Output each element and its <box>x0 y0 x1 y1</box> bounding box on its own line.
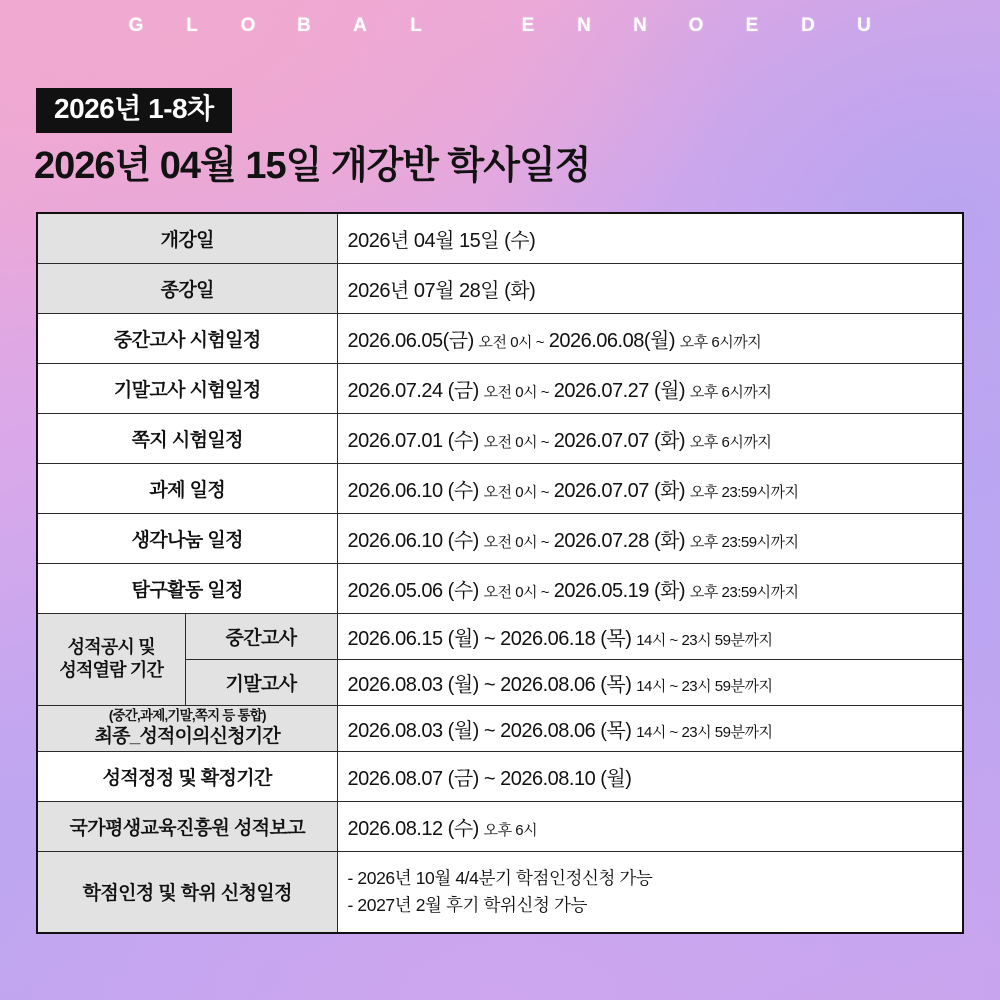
brand-letter: E <box>745 15 759 36</box>
table-row <box>37 563 963 613</box>
brand-letter-space <box>444 15 500 37</box>
table-row <box>37 851 963 933</box>
row-label: 중간고사 시험일정 <box>37 313 337 363</box>
row-label: 종강일 <box>37 263 337 313</box>
table-row <box>37 801 963 851</box>
value-time-end: 오후 6시까지 <box>679 333 762 351</box>
value-date-start: 2026.06.05(금) <box>347 329 474 352</box>
table-row <box>37 705 963 751</box>
row-value-text: 2026년 07월 28일 (화) <box>347 279 536 302</box>
value-date-start: 2026.05.06 (수) <box>347 579 479 602</box>
value-time-end: 오후 6시까지 <box>689 383 772 401</box>
row-value <box>337 851 963 933</box>
objection-period-label <box>37 705 337 751</box>
row-value <box>337 705 963 751</box>
row-label: 국가평생교육진흥원 성적보고 <box>37 801 337 851</box>
value-time-end: 오후 23:59시까지 <box>689 533 799 551</box>
row-value <box>337 513 963 563</box>
table-row <box>37 613 963 659</box>
value-date-start: 2026.07.24 (금) <box>347 379 479 402</box>
row-label: 성적정정 및 확정기간 <box>37 751 337 801</box>
value-time-start: 오전 0시 ~ <box>483 483 550 501</box>
grade-sub-label-final: 기말고사 <box>185 659 337 705</box>
row-label: 학점인정 및 학위 신청일정 <box>37 851 337 933</box>
value-time-end: 오후 23:59시까지 <box>689 483 799 501</box>
brand-letter: O <box>240 15 256 36</box>
objection-label-main: 최종_성적이의신청기간 <box>94 725 280 747</box>
page-title: 2026년 04월 15일 개강반 학사일정 <box>34 145 591 187</box>
value-time-start: 오전 0시 ~ <box>483 533 550 551</box>
row-value <box>337 751 963 801</box>
brand-band <box>0 0 1000 52</box>
value-date-end: 2026.06.08(월) <box>548 329 675 352</box>
row-value <box>337 313 963 363</box>
grade-period-label-line2: 성적열람 기간 <box>59 660 164 680</box>
table-row <box>37 213 963 263</box>
brand-letters <box>108 15 892 37</box>
brand-letter: N <box>577 15 591 36</box>
row-label: 과제 일정 <box>37 463 337 513</box>
brand-letter: L <box>410 15 422 36</box>
row-value <box>337 613 963 659</box>
table-row <box>37 463 963 513</box>
row-value <box>337 413 963 463</box>
table-row <box>37 263 963 313</box>
brand-letter: B <box>297 15 311 36</box>
brand-letter: U <box>857 15 871 36</box>
brand-letter: N <box>633 15 647 36</box>
academic-schedule-table <box>36 212 964 934</box>
value-time-start: 오전 0시 ~ <box>483 433 550 451</box>
brand-letter: O <box>688 15 704 36</box>
row-value <box>337 463 963 513</box>
value-date-end: 2026.07.28 (화) <box>553 529 686 552</box>
brand-letter: G <box>128 15 144 36</box>
credit-line-1: - 2026년 10월 4/4분기 학점인정신청 가능 <box>347 867 653 888</box>
value-time-start: 오전 0시 ~ <box>483 583 550 601</box>
course-term-badge: 2026년 1-8차 <box>36 88 232 133</box>
value-time-range: 14시 ~ 23시 59분까지 <box>636 631 773 649</box>
value-date-range: 2026.08.07 (금) ~ 2026.08.10 (월) <box>347 767 632 790</box>
value-time-start: 오전 0시 ~ <box>478 333 544 351</box>
table-row <box>37 363 963 413</box>
row-value <box>337 563 963 613</box>
value-date-end: 2026.05.19 (화) <box>553 579 686 602</box>
value-date-end: 2026.07.07 (화) <box>553 479 686 502</box>
row-value <box>337 213 963 263</box>
value-time: 오후 6시 <box>483 821 538 839</box>
brand-letter: E <box>521 15 535 36</box>
brand-letter: A <box>353 15 367 36</box>
row-label: 개강일 <box>37 213 337 263</box>
value-time-end: 오후 23:59시까지 <box>689 583 799 601</box>
value-date-end: 2026.07.07 (화) <box>553 429 686 452</box>
table-row <box>37 313 963 363</box>
grade-period-label-line1: 성적공시 및 <box>67 636 155 657</box>
row-value <box>337 801 963 851</box>
grade-sub-label-midterm: 중간고사 <box>185 613 337 659</box>
value-time-start: 오전 0시 ~ <box>483 383 550 401</box>
value-date-range: 2026.08.03 (월) ~ 2026.08.06 (목) <box>347 719 632 742</box>
credit-line-2: - 2027년 2월 후기 학위신청 가능 <box>347 894 587 915</box>
value-time-range: 14시 ~ 23시 59분까지 <box>636 677 773 695</box>
row-label: 기말고사 시험일정 <box>37 363 337 413</box>
value-date-start: 2026.06.10 (수) <box>347 529 479 552</box>
brand-letter: D <box>801 15 815 36</box>
row-value <box>337 659 963 705</box>
row-value <box>337 363 963 413</box>
table-row <box>37 413 963 463</box>
row-value-text: 2026년 04월 15일 (수) <box>347 229 536 252</box>
value-time-range: 14시 ~ 23시 59분까지 <box>636 723 773 741</box>
row-label: 생각나눔 일정 <box>37 513 337 563</box>
value-date-range: 2026.08.03 (월) ~ 2026.08.06 (목) <box>347 673 632 696</box>
value-date-start: 2026.07.01 (수) <box>347 429 479 452</box>
objection-label-note: (중간,과제,기말,쪽지 등 통합) <box>108 707 266 723</box>
value-date-start: 2026.06.10 (수) <box>347 479 479 502</box>
value-date-range: 2026.06.15 (월) ~ 2026.06.18 (목) <box>347 627 632 650</box>
value-time-end: 오후 6시까지 <box>689 433 772 451</box>
table-row <box>37 751 963 801</box>
row-label: 탐구활동 일정 <box>37 563 337 613</box>
brand-letter: L <box>186 15 198 36</box>
row-label: 쪽지 시험일정 <box>37 413 337 463</box>
grade-period-label <box>37 613 185 705</box>
value-date: 2026.08.12 (수) <box>347 817 479 840</box>
table-row <box>37 513 963 563</box>
row-value <box>337 263 963 313</box>
value-date-end: 2026.07.27 (월) <box>553 379 686 402</box>
